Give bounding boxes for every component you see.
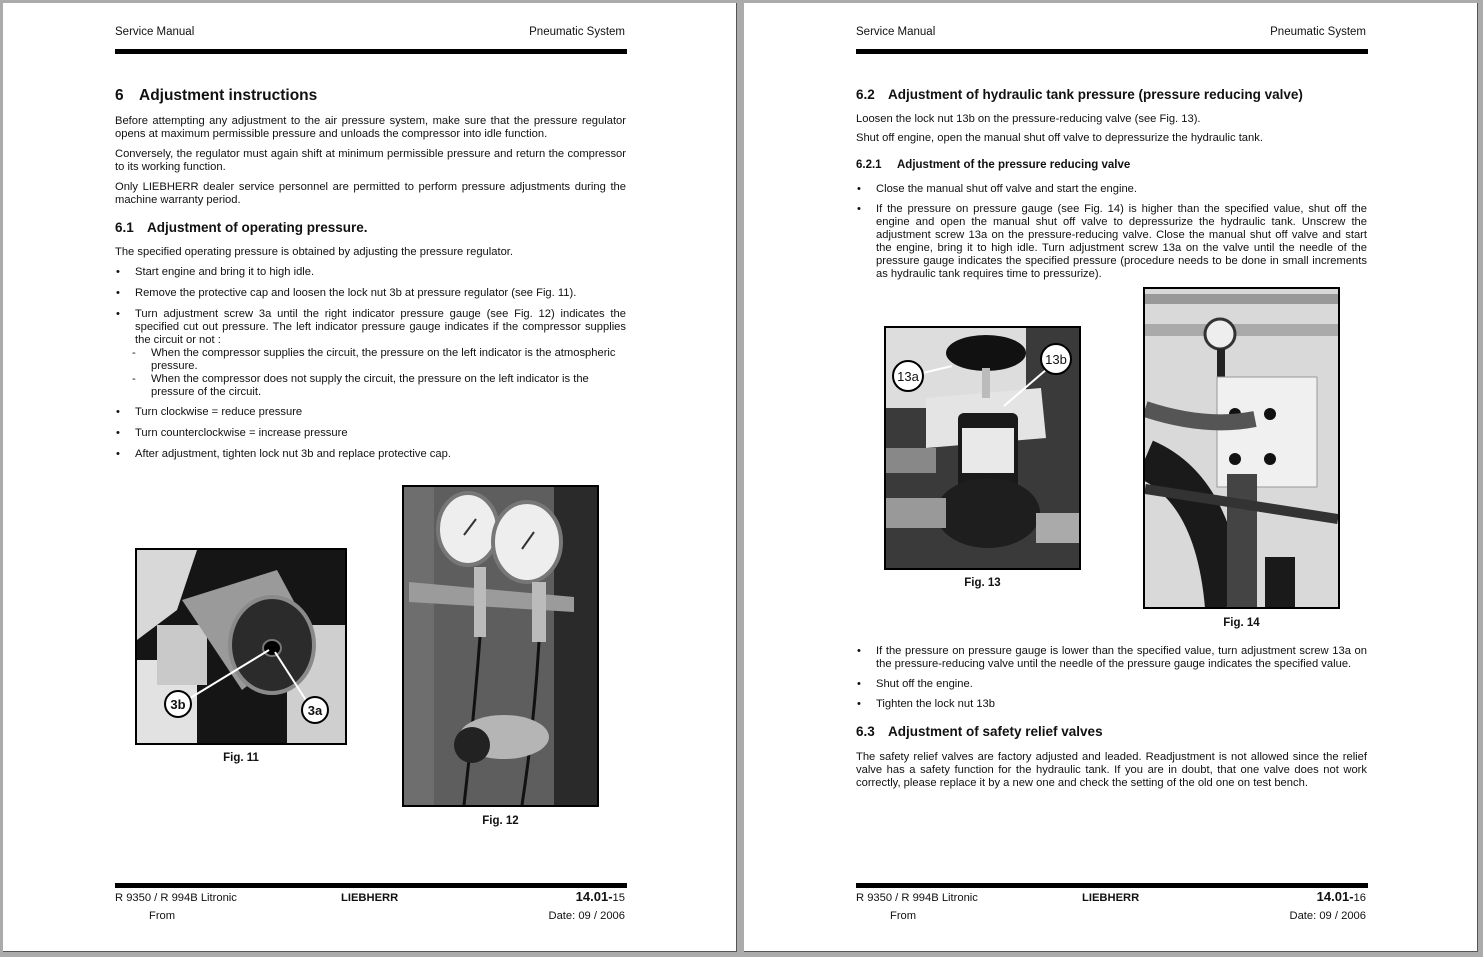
- figure-11-caption: Fig. 11: [223, 752, 259, 764]
- procedure-list-continued: [856, 645, 1367, 711]
- paragraph: Only LIEBHERR dealer service personnel are permitted to perform pressure adjustments during the machine warranty period.: [115, 181, 626, 206]
- header-left: Service Manual: [115, 26, 195, 38]
- list-item: • Start engine and bring it to high idle.: [115, 266, 626, 279]
- header-rule: [115, 49, 627, 54]
- figure-12-caption: Fig. 12: [482, 815, 519, 827]
- sub-list-item: - When the compressor supplies the circuit, the pressure on the left indicator is the atmospheric pressure.: [115, 347, 626, 373]
- list-item: • If the pressure on pressure gauge is lower than the specified value, turn adjustment screw 13a on the pressure-reducing valve until the needle of the pressure gauge indicates the specified value.: [856, 645, 1367, 671]
- footer-model: R 9350 / R 994B Litronic: [115, 892, 237, 901]
- footer-date: Date: 09 / 2006: [548, 910, 625, 922]
- paragraph: The specified operating pressure is obtained by adjusting the pressure regulator.: [115, 246, 514, 258]
- figure-13-photo: [884, 326, 1081, 570]
- footer-page-code: 14.01-16: [1316, 889, 1366, 904]
- figure-13-caption: Fig. 13: [964, 577, 1001, 589]
- footer-date: Date: 09 / 2006: [1289, 910, 1366, 922]
- intro-paragraphs: [115, 115, 626, 207]
- list-item: • Turn counterclockwise = increase pressure: [115, 427, 626, 440]
- list-item: • Remove the protective cap and loosen the lock nut 3b at pressure regulator (see Fig. 11).: [115, 287, 626, 300]
- callout-13a: 13a: [892, 360, 924, 392]
- footer-from: From: [149, 910, 176, 922]
- header-right: Pneumatic System: [529, 26, 625, 38]
- footer-rule: [856, 883, 1368, 888]
- paragraph: Before attempting any adjustment to the air pressure system, make sure that the pressure regulator opens at maximum permissible pressure and unloads the compressor into idle function.: [115, 115, 626, 140]
- list-item: • Tighten the lock nut 13b: [856, 698, 1367, 711]
- callout-3a: 3a: [301, 696, 329, 724]
- section-body: [856, 113, 1367, 145]
- paragraph: The safety relief valves are factory adjusted and leaded. Readjustment is not allowed since the relief valve has a safety function for the hydraulic tank. If you are in doubt, that one valve does not work correctly, please replace it by a new one and check the setting of the old one on test bench.: [856, 751, 1367, 789]
- procedure-list: [856, 183, 1367, 281]
- footer-page-code: 14.01-15: [575, 889, 625, 904]
- figure-12-photo: [402, 485, 599, 807]
- header-left: Service Manual: [856, 26, 936, 38]
- header-rule: [856, 49, 1368, 54]
- pressure-gauges-photo-icon: [404, 487, 597, 805]
- paragraph: Shut off engine, open the manual shut off valve to depressurize the hydraulic tank.: [856, 132, 1263, 144]
- list-item: • Close the manual shut off valve and start the engine.: [856, 183, 1367, 196]
- hydraulic-block-gauge-photo-icon: [1145, 289, 1338, 607]
- section-heading: 6 Adjustment instructions: [115, 87, 318, 104]
- subsection-heading: 6.3 Adjustment of safety relief valves: [856, 724, 1103, 739]
- section-body: [115, 246, 626, 461]
- list-item: • After adjustment, tighten lock nut 3b and replace protective cap.: [115, 448, 626, 461]
- sub-list-item: - When the compressor does not supply the circuit, the pressure on the left indicator is the pressure of the circuit.: [115, 373, 626, 399]
- document-page-right: [744, 3, 1478, 952]
- list-item: • Turn clockwise = reduce pressure: [115, 406, 626, 419]
- list-item: • If the pressure on pressure gauge (see Fig. 14) is higher than the specified value, shut off the engine and open the manual shut off valve to depressurize the hydraulic tank. Unscrew the adjustment screw 13a on the pressure-reducing valve. Close the manual shut off valve and start the engine, bring it to high idle. Turn adjustment screw 13a on the valve until the needle of the pressure gauge indicates the specified pressure (procedure needs to be done in small increments as hydraulic tank requires time to pressurize).: [856, 203, 1367, 281]
- paragraph: Loosen the lock nut 13b on the pressure-reducing valve (see Fig. 13).: [856, 113, 1201, 125]
- header-right: Pneumatic System: [1270, 26, 1366, 38]
- callout-3b: 3b: [164, 690, 192, 718]
- figure-14-photo: [1143, 287, 1340, 609]
- figure-11-photo: [135, 548, 347, 745]
- subsubsection-heading: 6.2.1 Adjustment of the pressure reducing valve: [856, 159, 1131, 171]
- subsection-heading: 6.2 Adjustment of hydraulic tank pressure (pressure reducing valve): [856, 87, 1303, 102]
- list-item: • Turn adjustment screw 3a until the right indicator pressure gauge (see Fig. 12) indicates the specified cut out pressure. The left indicator pressure gauge indicates if the compressor supplies the circuit or not :: [115, 308, 626, 347]
- document-page-left: [3, 3, 737, 952]
- footer-rule: [115, 883, 627, 888]
- subsection-heading: 6.1 Adjustment of operating pressure.: [115, 220, 368, 235]
- footer-brand-logo: LIEBHERR: [1082, 892, 1140, 901]
- list-item: • Shut off the engine.: [856, 678, 1367, 691]
- footer-from: From: [890, 910, 917, 922]
- footer-brand-logo: LIEBHERR: [341, 892, 399, 901]
- paragraph: Conversely, the regulator must again shift at minimum permissible pressure and return the compressor to its working function.: [115, 148, 626, 173]
- callout-13b: 13b: [1040, 343, 1072, 375]
- footer-model: R 9350 / R 994B Litronic: [856, 892, 978, 901]
- figure-14-caption: Fig. 14: [1223, 617, 1260, 629]
